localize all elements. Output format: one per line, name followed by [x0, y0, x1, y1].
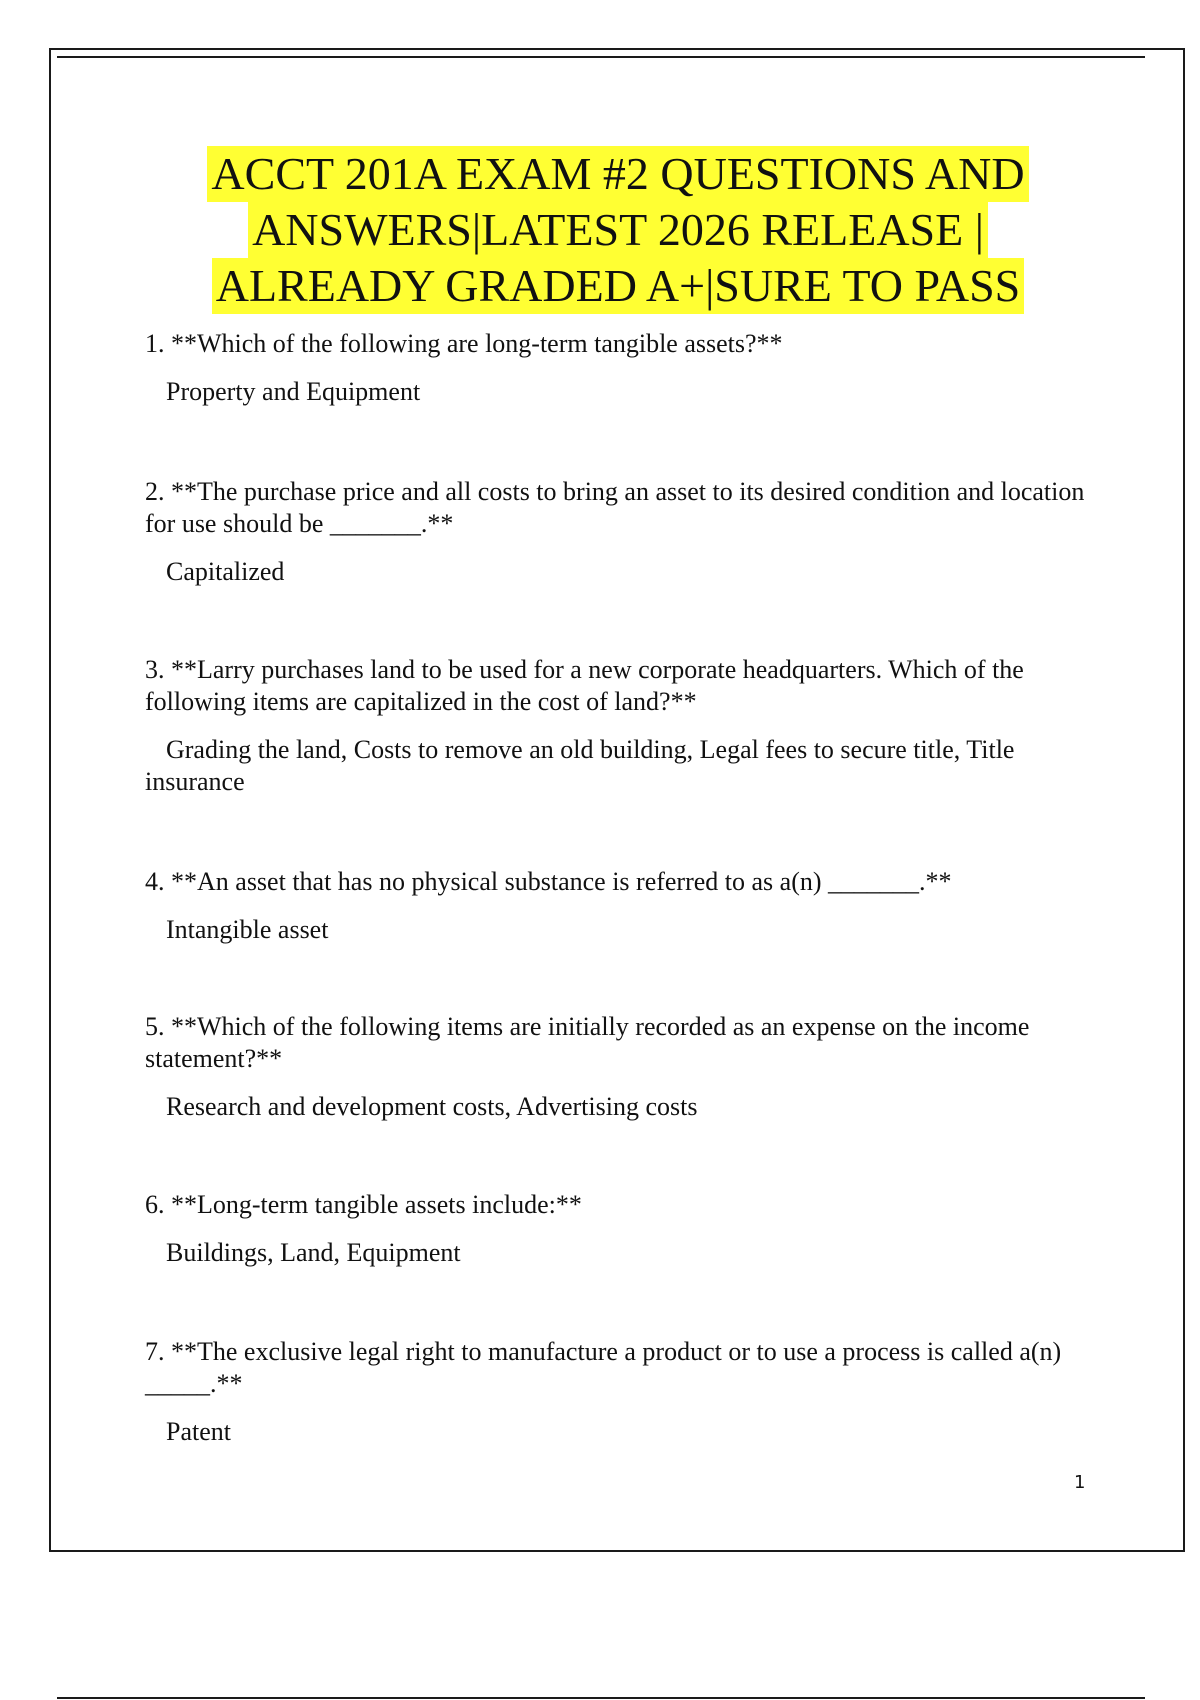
- question-text: 2. **The purchase price and all costs to bring an asset to its desired condition and location for use should be _______.**: [145, 477, 1085, 538]
- question-text: 3. **Larry purchases land to be used for a new corporate headquarters. Which of the following items are capitalized in the cost of land?**: [145, 655, 1024, 716]
- qa-item-4: [145, 866, 1095, 946]
- answer-text: Intangible asset: [166, 915, 329, 944]
- answer-text: Grading the land, Costs to remove an old building, Legal fees to secure title, Title insurance: [145, 735, 1015, 796]
- top-rule: [57, 56, 1145, 58]
- question-text: 1. **Which of the following are long-term tangible assets?**: [145, 329, 783, 358]
- document-title: [100, 146, 1136, 314]
- question-text: 6. **Long-term tangible assets include:**: [145, 1190, 582, 1219]
- next-page-top-rule: [57, 1697, 1145, 1699]
- title-line: ACCT 201A EXAM #2 QUESTIONS AND: [207, 146, 1028, 202]
- qa-item-5: [145, 1011, 1095, 1123]
- qa-item-1: [145, 328, 1095, 408]
- title-line: ALREADY GRADED A+|SURE TO PASS: [212, 258, 1025, 314]
- question-text: 4. **An asset that has no physical substance is referred to as a(n) _______.**: [145, 867, 952, 896]
- answer-text: Capitalized: [166, 557, 285, 586]
- answer-text: Patent: [166, 1417, 231, 1446]
- qa-item-7: [145, 1336, 1095, 1448]
- answer-text: Property and Equipment: [166, 377, 421, 406]
- question-text: 7. **The exclusive legal right to manufacture a product or to use a process is called a(n) _____.**: [145, 1337, 1062, 1398]
- title-line: ANSWERS|LATEST 2026 RELEASE |: [248, 202, 988, 258]
- qa-item-3: [145, 654, 1095, 798]
- question-text: 5. **Which of the following items are initially recorded as an expense on the income statement?**: [145, 1012, 1030, 1073]
- qa-item-2: [145, 476, 1095, 588]
- answer-text: Research and development costs, Advertising costs: [166, 1092, 698, 1121]
- page-number: 1: [1074, 1472, 1086, 1493]
- qa-item-6: [145, 1189, 1095, 1269]
- answer-text: Buildings, Land, Equipment: [166, 1238, 461, 1267]
